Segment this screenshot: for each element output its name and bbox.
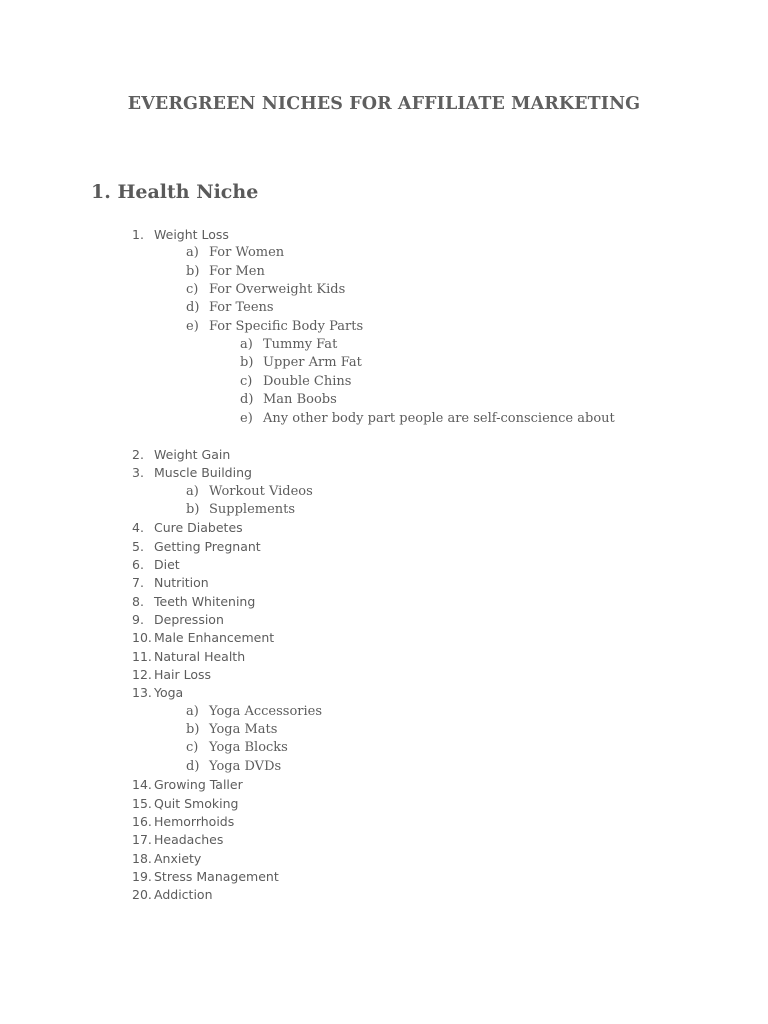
list-item-label: Quit Smoking (154, 795, 239, 811)
sub-list-item (186, 721, 748, 739)
sub-list-item (186, 501, 748, 519)
sub-sub-list-item (240, 391, 748, 409)
list-marker: c) (186, 282, 199, 298)
list-marker: 17. (132, 832, 152, 848)
list-item-label: For Overweight Kids (209, 282, 346, 298)
list-marker: b) (186, 722, 200, 738)
list-marker: 13. (132, 685, 152, 701)
list-item (132, 795, 748, 813)
list-marker: e) (240, 410, 253, 426)
list-marker: 2. (132, 446, 144, 462)
list-item-label: For Teens (209, 300, 274, 316)
list-item (132, 666, 748, 684)
sub-sub-list-item (240, 336, 748, 354)
list-marker: a) (186, 245, 199, 261)
sub-list-item (186, 483, 748, 501)
sub-list-item (186, 281, 748, 299)
list-marker: 1. (132, 227, 144, 242)
list-item (132, 519, 748, 537)
list-item-label: Anxiety (154, 850, 202, 866)
list-marker: 16. (132, 813, 152, 829)
list-item-label: Depression (154, 612, 224, 627)
list-item-label: Man Boobs (263, 392, 337, 408)
sub-sub-list-item (240, 410, 748, 428)
list-marker: d) (186, 758, 200, 774)
list-item (132, 611, 748, 629)
list-item-label: Any other body part people are self-conscience about (263, 410, 615, 426)
list-item (132, 446, 748, 464)
list-marker: 8. (132, 593, 144, 609)
list-item-label: Workout Videos (209, 483, 313, 499)
list-item (132, 574, 748, 592)
list-item-label: Muscle Building (154, 465, 252, 481)
list-marker: a) (186, 483, 199, 499)
list-marker: d) (240, 392, 254, 408)
list-marker: d) (186, 300, 200, 316)
list-marker: 5. (132, 538, 144, 554)
list-item-label: Upper Arm Fat (263, 355, 362, 371)
list-marker: 3. (132, 465, 144, 481)
list-item-label: Growing Taller (154, 777, 243, 793)
list-item (132, 886, 748, 904)
list-item-label: Natural Health (154, 648, 246, 664)
list-item-label: For Women (209, 245, 285, 261)
list-item (132, 593, 748, 611)
list-item (132, 776, 748, 794)
list-item-label: For Specific Body Parts (209, 318, 364, 334)
list-item (132, 464, 748, 482)
section-heading: 1. Health Niche (91, 181, 259, 203)
list-item-label: For Men (209, 263, 265, 279)
list-item (132, 648, 748, 666)
list-item-label: Weight Gain (154, 446, 231, 462)
list-marker: 12. (132, 667, 152, 683)
list-marker: c) (186, 740, 199, 756)
list-marker: a) (240, 337, 253, 353)
list-item (132, 684, 748, 702)
list-marker: 9. (132, 612, 144, 627)
list-marker: 7. (132, 575, 144, 591)
list-item (132, 556, 748, 574)
list-item-label: Yoga DVDs (209, 758, 282, 774)
list-item-label: Yoga (154, 685, 184, 701)
list-item-label: Double Chins (263, 373, 352, 389)
list-item-label: Hemorrhoids (154, 813, 235, 829)
list-marker: b) (240, 355, 254, 371)
sub-list-item (186, 263, 748, 281)
list-marker: 11. (132, 648, 152, 664)
list-item (132, 813, 748, 831)
sub-list-item (186, 318, 748, 336)
list-item-label: Teeth Whitening (154, 593, 256, 609)
sub-list-item (186, 739, 748, 757)
list-item-label: Cure Diabetes (154, 520, 243, 536)
list-item-label: Yoga Accessories (209, 703, 323, 719)
sub-list-item (186, 244, 748, 262)
list-item (132, 850, 748, 868)
list-marker: b) (186, 501, 200, 517)
list-marker: 19. (132, 868, 152, 884)
list-item-label: Getting Pregnant (154, 538, 261, 554)
list-marker: c) (240, 373, 253, 389)
list-item-label: Addiction (154, 887, 213, 903)
document-title: EVERGREEN NICHES FOR AFFILIATE MARKETING (127, 94, 641, 114)
list-marker: 20. (132, 887, 152, 903)
list-marker: 10. (132, 630, 152, 646)
sub-sub-list-item (240, 354, 748, 372)
list-item-label: Hair Loss (154, 667, 212, 683)
list-item-label: Supplements (209, 501, 296, 517)
list-marker: 6. (132, 556, 144, 572)
list-marker: 15. (132, 795, 152, 811)
list-item-label: Weight Loss (154, 227, 229, 242)
list-item-label: Yoga Mats (209, 722, 278, 738)
list-marker: a) (186, 703, 199, 719)
list-marker: 4. (132, 520, 144, 536)
sub-sub-list-item (240, 373, 748, 391)
list-item-label: Nutrition (154, 575, 209, 591)
list-marker: b) (186, 263, 200, 279)
list-item-label: Diet (154, 556, 180, 572)
list-marker: 18. (132, 850, 152, 866)
list-marker: 14. (132, 777, 152, 793)
list-item (132, 831, 748, 849)
list-item (132, 629, 748, 647)
list-marker: e) (186, 318, 199, 334)
list-item-label: Male Enhancement (154, 630, 275, 646)
sub-list-item (186, 703, 748, 721)
list-item (132, 538, 748, 556)
list-item-label: Stress Management (154, 868, 279, 884)
list-item-label: Yoga Blocks (209, 740, 288, 756)
list-item-label: Tummy Fat (263, 337, 338, 353)
sub-list-item (186, 758, 748, 776)
sub-list-item (186, 299, 748, 317)
list-item-label: Headaches (154, 832, 224, 848)
list-item (132, 868, 748, 886)
list-item (132, 226, 748, 244)
